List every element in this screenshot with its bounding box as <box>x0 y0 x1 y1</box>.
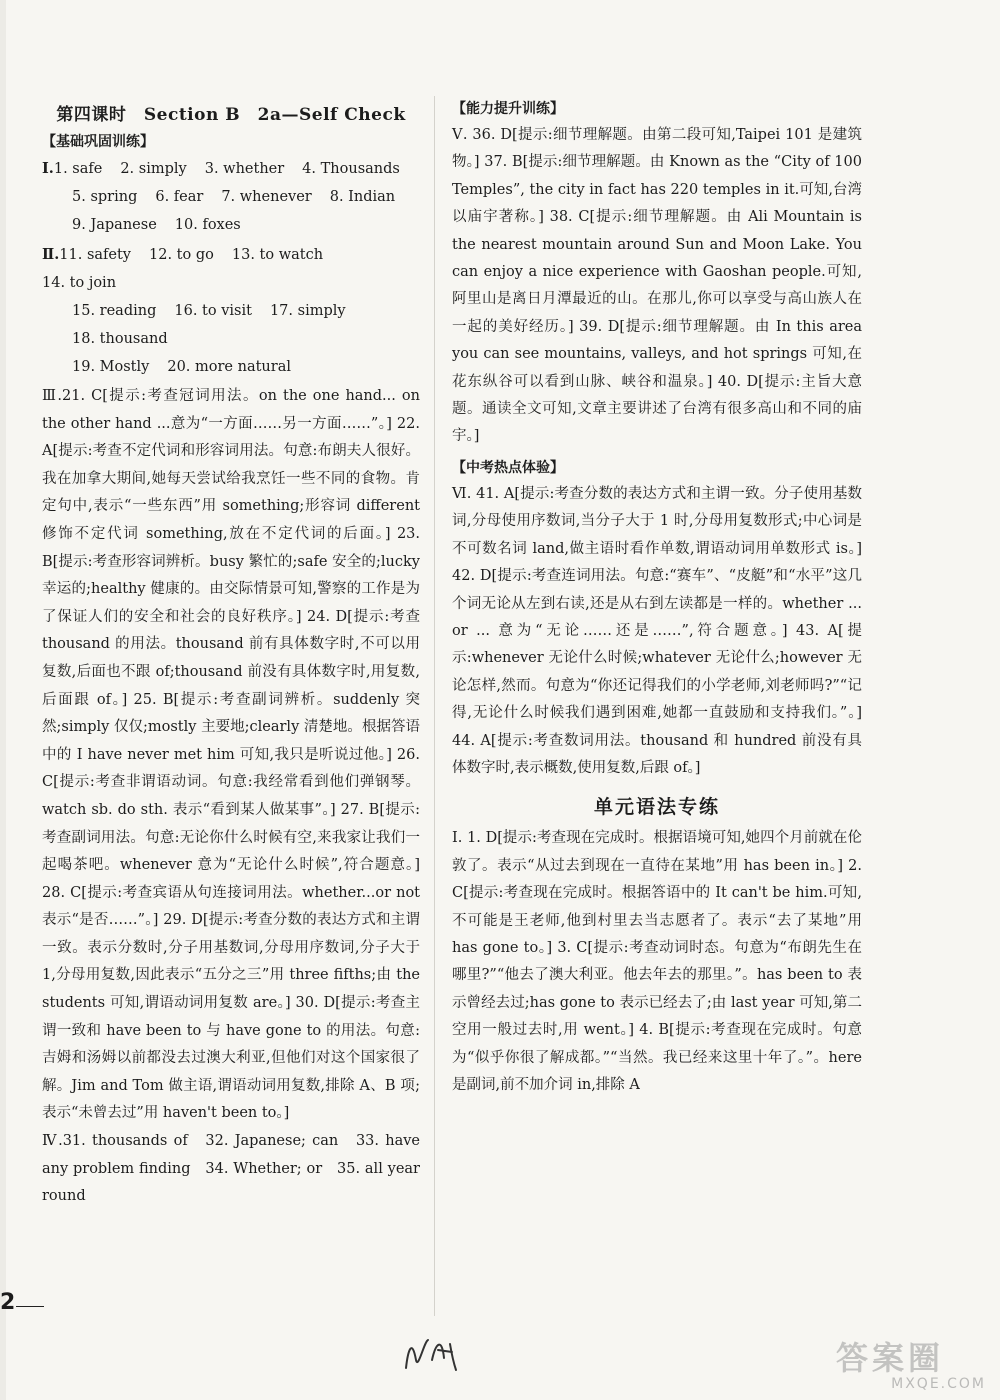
answer-line <box>42 353 420 381</box>
section-6-explanations: Ⅵ. 41. A[提示:考查分数的表达方式和主谓一致。分子使用基数词,分母使用序数词,当分子大于 1 时,分母用复数形式;中心词是不可数名词 land,做主语时看作单数,谓语动词用单数形式 is。] 42. D[提示:考查连词用法。句意:“赛车”、“皮艇”和“水平”这几个词无论从左到右读,还是从右到左读都是一样的。whether ... or ... 意为“无论……还是……”,符合题意。] 43. A[提示:whenever 无论什么时候;whatever 无论什么;however 无论怎样,然而。句意为“你还记得我们的小学老师,刘老师吗?”“记得,无论什么时候我们遇到困难,她都一直鼓励和支持我们。”。] 44. A[提示:考查数词用法。thousand 和 hundred 前没有具体数字时,表示概数,使用复数,后跟 of。] <box>452 485 862 776</box>
section-numeral: Ⅰ. <box>42 160 54 177</box>
answer-line <box>42 211 420 239</box>
answer-item: 7. whenever <box>221 189 312 205</box>
answer-line <box>42 297 420 353</box>
right-column <box>452 96 862 1099</box>
answer-item: 8. Indian <box>329 189 396 205</box>
answer-item: 16. to visit <box>174 303 252 319</box>
section-2 <box>42 241 420 381</box>
ability-training-tag: 【能力提升训练】 <box>452 101 564 117</box>
answer-item: 9. Japanese <box>72 217 157 233</box>
exam-hotspot-tag: 【中考热点体验】 <box>452 459 564 476</box>
page-number: 2 <box>0 1290 16 1315</box>
answer-item: 20. more natural <box>167 359 291 375</box>
section-1 <box>42 155 420 239</box>
answer-item: 11. safety <box>59 247 132 263</box>
scan-edge <box>0 0 6 1400</box>
answer-item: 1. safe <box>53 161 103 177</box>
answer-item: 15. reading <box>72 303 157 319</box>
watermark-url: MXQE.COM <box>891 1376 986 1392</box>
answer-line <box>42 183 420 211</box>
answer-line <box>42 241 420 297</box>
answer-item: 10. foxes <box>174 217 241 233</box>
answer-item: 2. simply <box>120 161 187 177</box>
answer-item: 12. to go <box>149 247 214 263</box>
page-number-rule <box>16 1306 44 1307</box>
answer-item: 19. Mostly <box>72 359 150 375</box>
answer-item: 18. thousand <box>72 331 168 347</box>
answer-item: 13. to watch <box>231 247 324 263</box>
answer-item: 4. Thousands <box>302 161 400 177</box>
basic-training-tag: 【基础巩固训练】 <box>42 134 154 150</box>
section-3-explanations: Ⅲ.21. C[提示:考查冠词用法。on the one hand... on the other hand ...意为“一方面……另一方面……”。] 22. A[提示:考查不定代词和形容词用法。句意:布朗夫人很好。我在加拿大期间,她每天尝试给我烹饪一些不同的食物。肯定句中,表示“一些东西”用 something;形容词 different 修饰不定代词 something,放在不定代词的后面。] 23. B[提示:考查形容词辨析。busy 繁忙的;safe 安全的;lucky 幸运的;healthy 健康的。由交际情景可知,警察的工作是为了保证人们的安全和社会的良好秩序。] 24. D[提示:考查 thousand 的用法。thousand 前有具体数字时,不可以用复数,后面也不跟 of;thousand 前没有具体数字时,用复数,后面跟 of。] 25. B[提示:考查副词辨析。suddenly 突然;simply 仅仅;mostly 主要地;clearly 清楚地。根据答语中的 I have never met him 可知,我只是听说过他。] 26. C[提示:考查非谓语动词。句意:我经常看到他们弹钢琴。watch sb. do sth. 表示“看到某人做某事”。] 27. B[提示:考查副词用法。句意:无论你什么时候有空,来我家让我们一起喝茶吧。whenever 意为“无论什么时候”,符合题意。] 28. C[提示:考查宾语从句连接词用法。whether...or not 表示“是否……”。] 29. D[提示:考查分数的表达方式和主谓一致。表示分数时,分子用基数词,分母用序数词,分子大于 1,分母用复数,因此表示“五分之三”用 three fifths;由 the students 可知,谓语动词用复数 are。] 30. D[提示:考查主谓一致和 have been to 与 have gone to 的用法。句意:吉姆和汤姆以前都没去过澳大利亚,但他们对这个国家很了解。Jim and Tom 做主语,谓语动词用复数,排除 A、B 项;表示“未曾去过”用 haven't been to。] <box>42 388 420 1122</box>
lesson-title: 第四课时 Section B 2a—Self Check <box>56 105 406 125</box>
answer-item: 5. spring <box>72 189 138 205</box>
answer-item: 14. to join <box>42 275 117 291</box>
section-numeral: Ⅱ. <box>42 246 60 263</box>
grammar-explanations: Ⅰ. 1. D[提示:考查现在完成时。根据语境可知,她四个月前就在伦敦了。表示“从过去到现在一直待在某地”用 has been in。] 2. C[提示:考查现在完成时。根据答语中的 It can't be him.可知,不可能是王老师,他到村里去当志愿者了。表示“去了某地”用 has gone to。] 3. C[提示:考查动词时态。句意为“布朗先生在哪里?”“他去了澳大利亚。他去年去的那里。”。has been to 表示曾经去过;has gone to 表示已经去了;由 last year 可知,第二空用一般过去时,用 went。] 4. B[提示:考查现在完成时。句意为“似乎你很了解成都。”“当然。我已经来这里十年了。”。here 是副词,前不加介词 in,排除 A <box>452 830 862 1093</box>
answer-item: 6. fear <box>155 189 204 205</box>
section-4-answers: Ⅳ.31. thousands of 32. Japanese; can 33. have any problem finding 34. Whether; or 35. all year round <box>42 1133 420 1205</box>
column-divider <box>434 96 435 1316</box>
watermark-logo: 答案圈 <box>836 1339 945 1377</box>
answer-line <box>42 155 420 183</box>
answer-item: 17. simply <box>269 303 346 319</box>
section-5-explanations: Ⅴ. 36. D[提示:细节理解题。由第二段可知,Taipei 101 是建筑物。] 37. B[提示:细节理解题。由 Known as the “City of 100 Temples”, the city in fact has 220 temples in it.可知,台湾以庙宇著称。] 38. C[提示:细节理解题。由 Ali Mountain is the nearest mountain around Sun and Moon Lake. You can enjoy a nice experience with Gaoshan people.可知,阿里山是离日月潭最近的山。在那儿,你可以享受与高山族人在一起的美好经历。] 39. D[提示:细节理解题。由 In this area you can see mountains, valleys, and hot springs 可知,在花东纵谷可以看到山脉、峡谷和温泉。] 40. D[提示:主旨大意题。通读全文可知,文章主要讲述了台湾有很多高山和不同的庙宇。] <box>452 127 862 445</box>
site-watermark <box>836 1340 986 1392</box>
grammar-practice-title: 单元语法专练 <box>593 796 720 819</box>
answer-item: 3. whether <box>204 161 285 177</box>
left-column <box>42 96 420 1211</box>
handwritten-scribble-icon <box>398 1330 468 1380</box>
